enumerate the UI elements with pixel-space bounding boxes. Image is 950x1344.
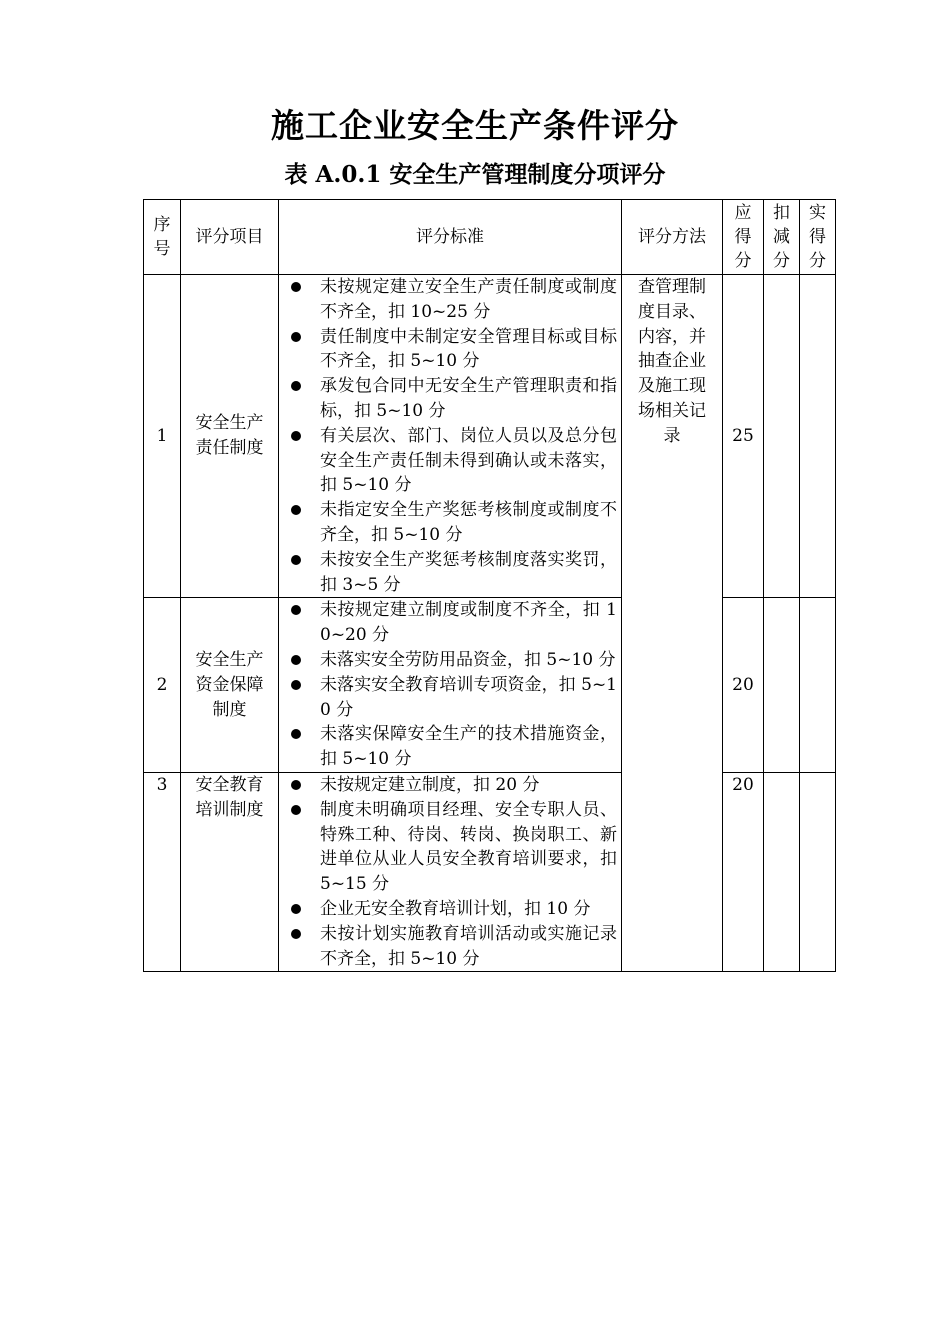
bullet-icon [291, 655, 301, 665]
criteria-item: 未指定安全生产奖惩考核制度或制度不齐全，扣 5~10 分 [279, 498, 617, 548]
criteria-item: 有关层次、部门、岗位人员以及总分包安全生产责任制未得到确认或未落实，扣 5~10 分 [279, 424, 617, 498]
row-method: 查管理制度目录、内容，并抽查企业及施工现场相关记录 [622, 275, 723, 972]
bullet-icon [291, 805, 301, 815]
row-item: 安全生产资金保障制度 [181, 598, 279, 773]
row-deduction [764, 275, 800, 598]
table-row [144, 772, 836, 971]
row-actual [800, 598, 836, 773]
bullet-icon [291, 904, 301, 914]
row-deduction [764, 772, 800, 971]
bullet-icon [291, 929, 301, 939]
header-actual: 实得分 [800, 200, 836, 275]
bullet-icon [291, 332, 301, 342]
header-criteria: 评分标准 [279, 200, 622, 275]
row-score-due: 20 [723, 772, 764, 971]
criteria-item: 未按计划实施教育培训活动或实施记录不齐全，扣 5~10 分 [279, 922, 617, 972]
table-row [144, 275, 836, 598]
row-item: 安全教育培训制度 [181, 772, 279, 971]
criteria-item: 企业无安全教育培训计划，扣 10 分 [279, 897, 617, 922]
criteria-item: 制度未明确项目经理、安全专职人员、特殊工种、待岗、转岗、换岗职工、新进单位从业人员安全教育培训要求，扣 5~15 分 [279, 798, 617, 897]
bullet-icon [291, 680, 301, 690]
criteria-item: 未按安全生产奖惩考核制度落实奖罚，扣 3~5 分 [279, 548, 617, 598]
criteria-item: 未落实保障安全生产的技术措施资金，扣 5~10 分 [279, 722, 617, 772]
row-score-due: 20 [723, 598, 764, 773]
header-seq: 序号 [144, 200, 181, 275]
row-seq: 1 [144, 275, 181, 598]
criteria-item: 未落实安全劳防用品资金，扣 5~10 分 [279, 648, 617, 673]
row-criteria [279, 275, 622, 598]
criteria-item: 未按规定建立制度，扣 20 分 [279, 773, 617, 798]
row-actual [800, 772, 836, 971]
bullet-icon [291, 729, 301, 739]
bullet-icon [291, 605, 301, 615]
bullet-icon [291, 431, 301, 441]
bullet-icon [291, 381, 301, 391]
row-criteria [279, 598, 622, 773]
bullet-icon [291, 780, 301, 790]
page-title: 施工企业安全生产条件评分 [271, 106, 679, 145]
criteria-item: 责任制度中未制定安全管理目标或目标不齐全，扣 5~10 分 [279, 325, 617, 375]
row-item: 安全生产责任制度 [181, 275, 279, 598]
row-seq: 2 [144, 598, 181, 773]
header-row [144, 200, 836, 275]
bullet-icon [291, 555, 301, 565]
table-title: 表 A.0.1 安全生产管理制度分项评分 [284, 161, 666, 188]
criteria-item: 未落实安全教育培训专项资金，扣 5~10 分 [279, 673, 617, 723]
score-table [143, 199, 836, 972]
table-row [144, 598, 836, 773]
header-item: 评分项目 [181, 200, 279, 275]
criteria-item: 未按规定建立制度或制度不齐全，扣 10~20 分 [279, 598, 617, 648]
row-actual [800, 275, 836, 598]
bullet-icon [291, 282, 301, 292]
row-seq: 3 [144, 772, 181, 971]
row-deduction [764, 598, 800, 773]
header-deduction: 扣减分 [764, 200, 800, 275]
row-criteria [279, 772, 622, 971]
criteria-item: 未按规定建立安全生产责任制度或制度不齐全，扣 10~25 分 [279, 275, 617, 325]
header-score-due: 应得分 [723, 200, 764, 275]
row-score-due: 25 [723, 275, 764, 598]
criteria-item: 承发包合同中无安全生产管理职责和指标，扣 5~10 分 [279, 374, 617, 424]
bullet-icon [291, 505, 301, 515]
header-method: 评分方法 [622, 200, 723, 275]
